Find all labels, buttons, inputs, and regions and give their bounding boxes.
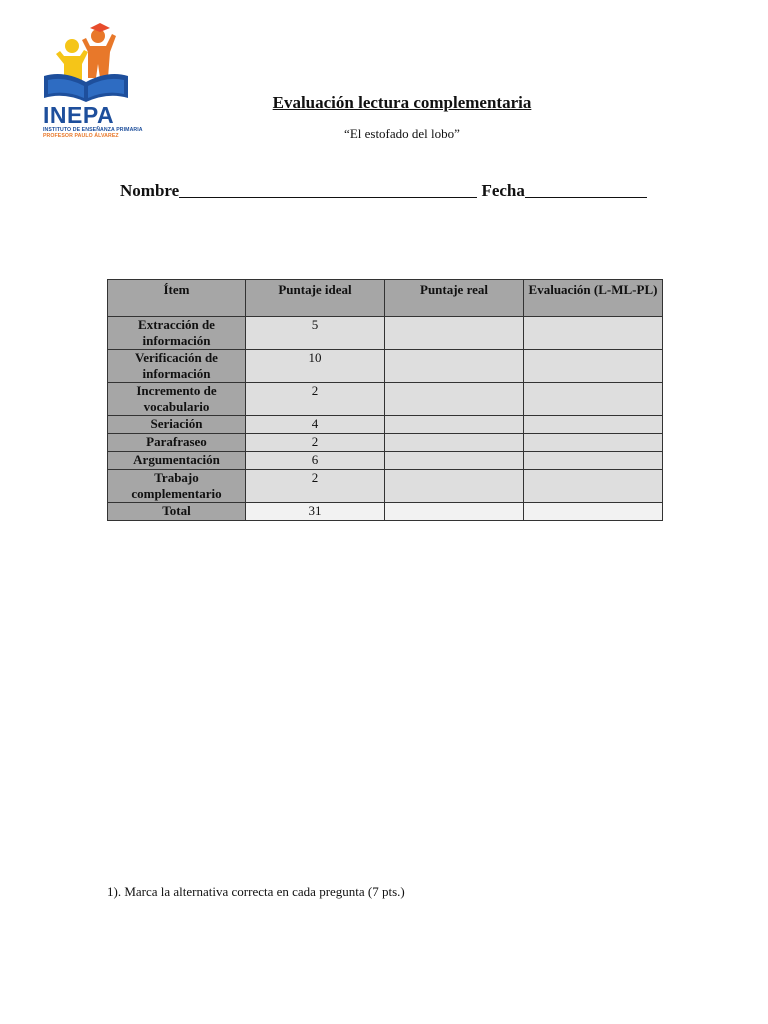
row-item: Trabajo complementario	[108, 470, 246, 503]
table-row	[108, 317, 663, 350]
table-row	[108, 470, 663, 503]
row-item: Argumentación	[108, 452, 246, 470]
row-item: Verificación de información	[108, 350, 246, 383]
name-date-line	[120, 181, 647, 201]
row-ideal: 4	[246, 416, 385, 434]
table-row	[108, 350, 663, 383]
row-real-cell[interactable]	[385, 317, 524, 350]
row-real-cell[interactable]	[385, 452, 524, 470]
page-subtitle: “El estofado del lobo”	[344, 126, 460, 141]
row-evaluation-cell[interactable]	[524, 503, 663, 521]
table-row	[108, 452, 663, 470]
table-row	[108, 383, 663, 416]
row-evaluation-cell[interactable]	[524, 350, 663, 383]
col-header-ideal: Puntaje ideal	[246, 280, 385, 317]
row-item: Seriación	[108, 416, 246, 434]
row-ideal: 2	[246, 383, 385, 416]
date-label: Fecha	[481, 181, 525, 200]
col-header-real: Puntaje real	[385, 280, 524, 317]
question-1: 1). Marca la alternativa correcta en cada pregunta (7 pts.)	[107, 884, 405, 899]
name-label: Nombre	[120, 181, 180, 200]
row-ideal: 31	[246, 503, 385, 521]
date-field[interactable]	[525, 181, 647, 198]
logo-subtitle-2: PROFESOR PAULO ÁLVAREZ	[43, 133, 119, 139]
score-table	[107, 279, 663, 521]
row-real-cell[interactable]	[385, 503, 524, 521]
row-item: Extracción de información	[108, 317, 246, 350]
logo-subtitle-1: INSTITUTO DE ENSEÑANZA PRIMARIA	[43, 127, 143, 133]
logo-name: INEPA	[43, 102, 115, 128]
row-item: Total	[108, 503, 246, 521]
row-ideal: 6	[246, 452, 385, 470]
row-real-cell[interactable]	[385, 383, 524, 416]
row-real-cell[interactable]	[385, 434, 524, 452]
table-row	[108, 434, 663, 452]
row-item: Incremento de vocabulario	[108, 383, 246, 416]
row-real-cell[interactable]	[385, 350, 524, 383]
name-field[interactable]	[179, 181, 477, 198]
col-header-item: Ítem	[108, 280, 246, 317]
row-ideal: 10	[246, 350, 385, 383]
row-real-cell[interactable]	[385, 416, 524, 434]
table-row	[108, 416, 663, 434]
row-evaluation-cell[interactable]	[524, 383, 663, 416]
row-evaluation-cell[interactable]	[524, 434, 663, 452]
table-header-row	[108, 280, 663, 317]
row-evaluation-cell[interactable]	[524, 317, 663, 350]
row-evaluation-cell[interactable]	[524, 452, 663, 470]
page-title: Evaluación lectura complementaria	[272, 93, 532, 112]
row-item: Parafraseo	[108, 434, 246, 452]
table-row-total	[108, 503, 663, 521]
col-header-evaluation: Evaluación (L-ML-PL)	[524, 280, 663, 317]
row-evaluation-cell[interactable]	[524, 416, 663, 434]
row-ideal: 5	[246, 317, 385, 350]
row-ideal: 2	[246, 470, 385, 503]
row-evaluation-cell[interactable]	[524, 470, 663, 503]
row-real-cell[interactable]	[385, 470, 524, 503]
row-ideal: 2	[246, 434, 385, 452]
